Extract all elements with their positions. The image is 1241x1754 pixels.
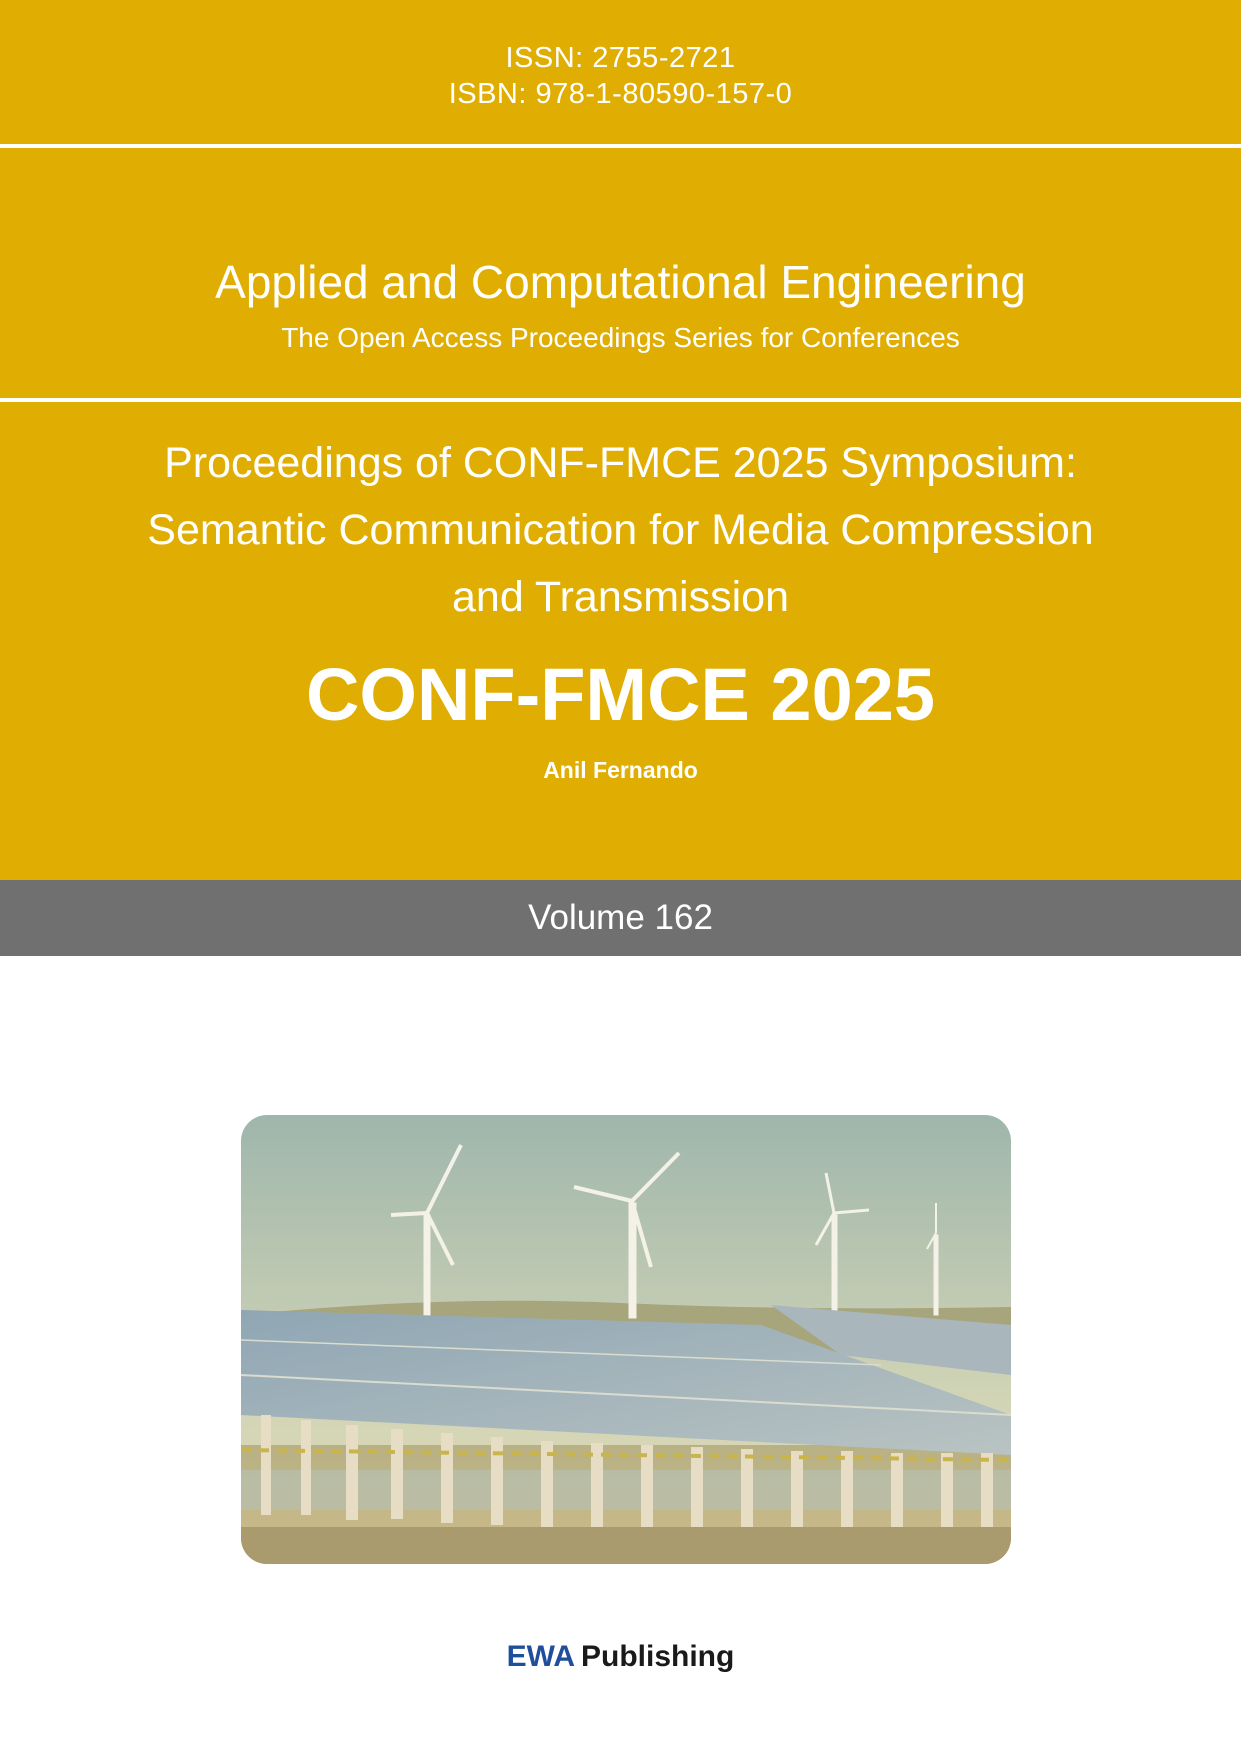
series-title: Applied and Computational Engineering <box>215 256 1026 308</box>
issn: ISSN: 2755-2721 <box>505 42 736 74</box>
volume-band <box>0 880 1241 956</box>
divider-top <box>0 144 1241 148</box>
conference-name: CONF-FMCE 2025 <box>305 653 936 736</box>
publisher-brand: EWA <box>506 1640 575 1673</box>
proceedings-line-1: Proceedings of CONF-FMCE 2025 Symposium: <box>164 439 1077 487</box>
proceedings-line-2: Semantic Communication for Media Compression <box>147 506 1094 554</box>
series-subtitle: The Open Access Proceedings Series for Conferences <box>281 322 960 353</box>
volume-label: Volume 162 <box>528 898 713 937</box>
divider-middle <box>0 398 1241 402</box>
publisher-name: Publishing <box>581 1640 735 1673</box>
proceedings-line-3: and Transmission <box>452 573 789 621</box>
wind-turbines-solar-panels-photo <box>241 1115 1011 1564</box>
editor-name: Anil Fernando <box>543 757 698 783</box>
proceedings-title <box>60 430 1181 631</box>
isbn: ISBN: 978-1-80590-157-0 <box>448 78 793 110</box>
publisher-logo <box>0 1640 1241 1674</box>
